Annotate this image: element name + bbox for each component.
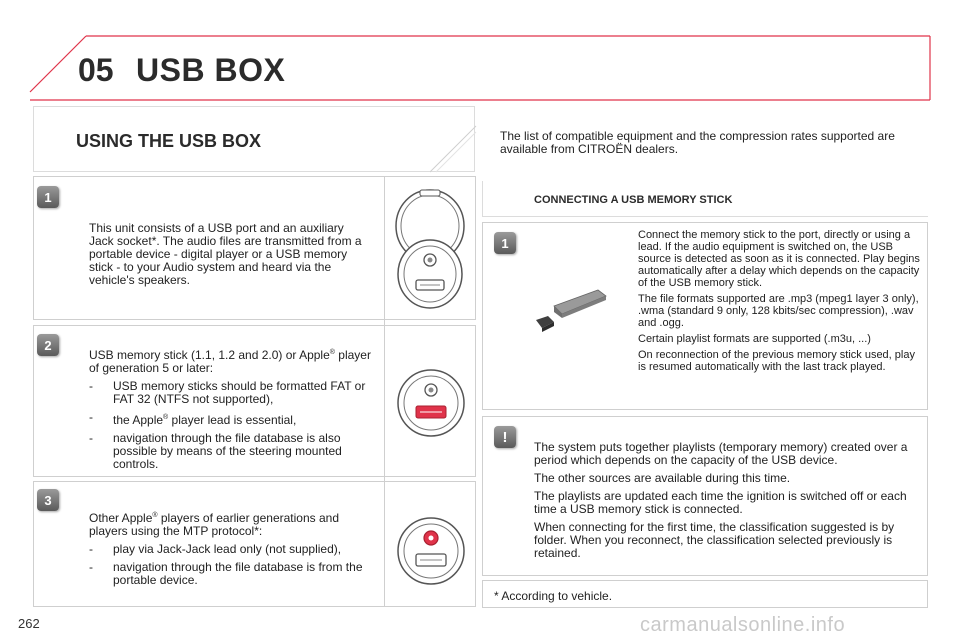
footnote: * According to vehicle. [494,589,613,603]
step-badge-3: 3 [37,489,59,511]
panel-2-text [89,346,371,476]
panel-3-lead: Other Apple® players of earlier generations and players using the MTP protocol*: [89,511,339,538]
connect-text [638,229,922,377]
page-number: 262 [18,616,40,631]
panel-diagonal-decoration [430,120,480,176]
section-title: USING THE USB BOX [76,131,262,151]
panel-1-text: This unit consists of a USB port and an auxiliary Jack socket*. The audio files are transmitted from a portable device - digital player or a USB memory stick - to your Audio system and heard via the vehicle's speakers. [89,221,362,287]
warning-paragraph: The other sources are available during this time. [534,471,791,485]
chapter-number: 05 [78,52,114,88]
usb-port-highlighted-icon [396,368,466,438]
warning-paragraph: When connecting for the first time, the classification suggested is by folder. When you reconnect, the classification selected previously is retained. [534,520,895,560]
step-badge-2: 2 [37,334,59,356]
panel-2-lead: USB memory stick (1.1, 1.2 and 2.0) or Apple® player of generation 5 or later: [89,348,371,375]
warning-text [534,441,918,565]
watermark: carmanualsonline.info [640,614,846,636]
intro-text: The list of compatible equipment and the compression rates supported are available from CITROËN dealers. [500,129,895,156]
step-badge-1: 1 [37,186,59,208]
list-item: - USB memory sticks should be formatted FAT or FAT 32 (NTFS not supported), [89,379,366,406]
connect-paragraph: The file formats supported are .mp3 (mpeg1 layer 3 only), .wma (standard 9 only, 128 kbits/sec compression), .wav and .ogg. [638,293,919,329]
connect-paragraph: Certain playlist formats are supported (.m3u, ...) [638,333,871,345]
connect-subtitle: CONNECTING A USB MEMORY STICK [534,194,733,206]
list-item: - navigation through the file database is from the portable device. [89,560,363,587]
left-panel-divider [384,176,385,607]
list-item: - play via Jack-Jack lead only (not supplied), [89,542,342,556]
panel-3-text [89,509,371,592]
connect-paragraph: On reconnection of the previous memory stick used, play is resumed automatically with the last track played. [638,349,915,373]
warning-paragraph: The playlists are updated each time the ignition is switched off or each time a USB memory stick is connected. [534,489,907,516]
warning-paragraph: The system puts together playlists (temporary memory) created over a period which depends on the capacity of the USB device. [534,440,908,467]
warning-icon: ! [494,426,516,448]
chapter-title: USB BOX [136,52,286,88]
list-item: - navigation through the file database is also possible by means of the steering mounted controls. [89,431,342,471]
usb-box-open-cover-icon [392,188,468,312]
jack-socket-highlighted-icon [396,516,466,586]
connect-step-badge: 1 [494,232,516,254]
list-item: - the Apple® player lead is essential, [89,410,297,427]
connect-paragraph: Connect the memory stick to the port, directly or using a lead. If the audio equipment is switched on, the USB source is detected as soon as it is connected. Play begins automatically after a delay which depends on the capacity of the USB memory stick. [638,229,920,289]
usb-memory-stick-icon [532,284,612,334]
